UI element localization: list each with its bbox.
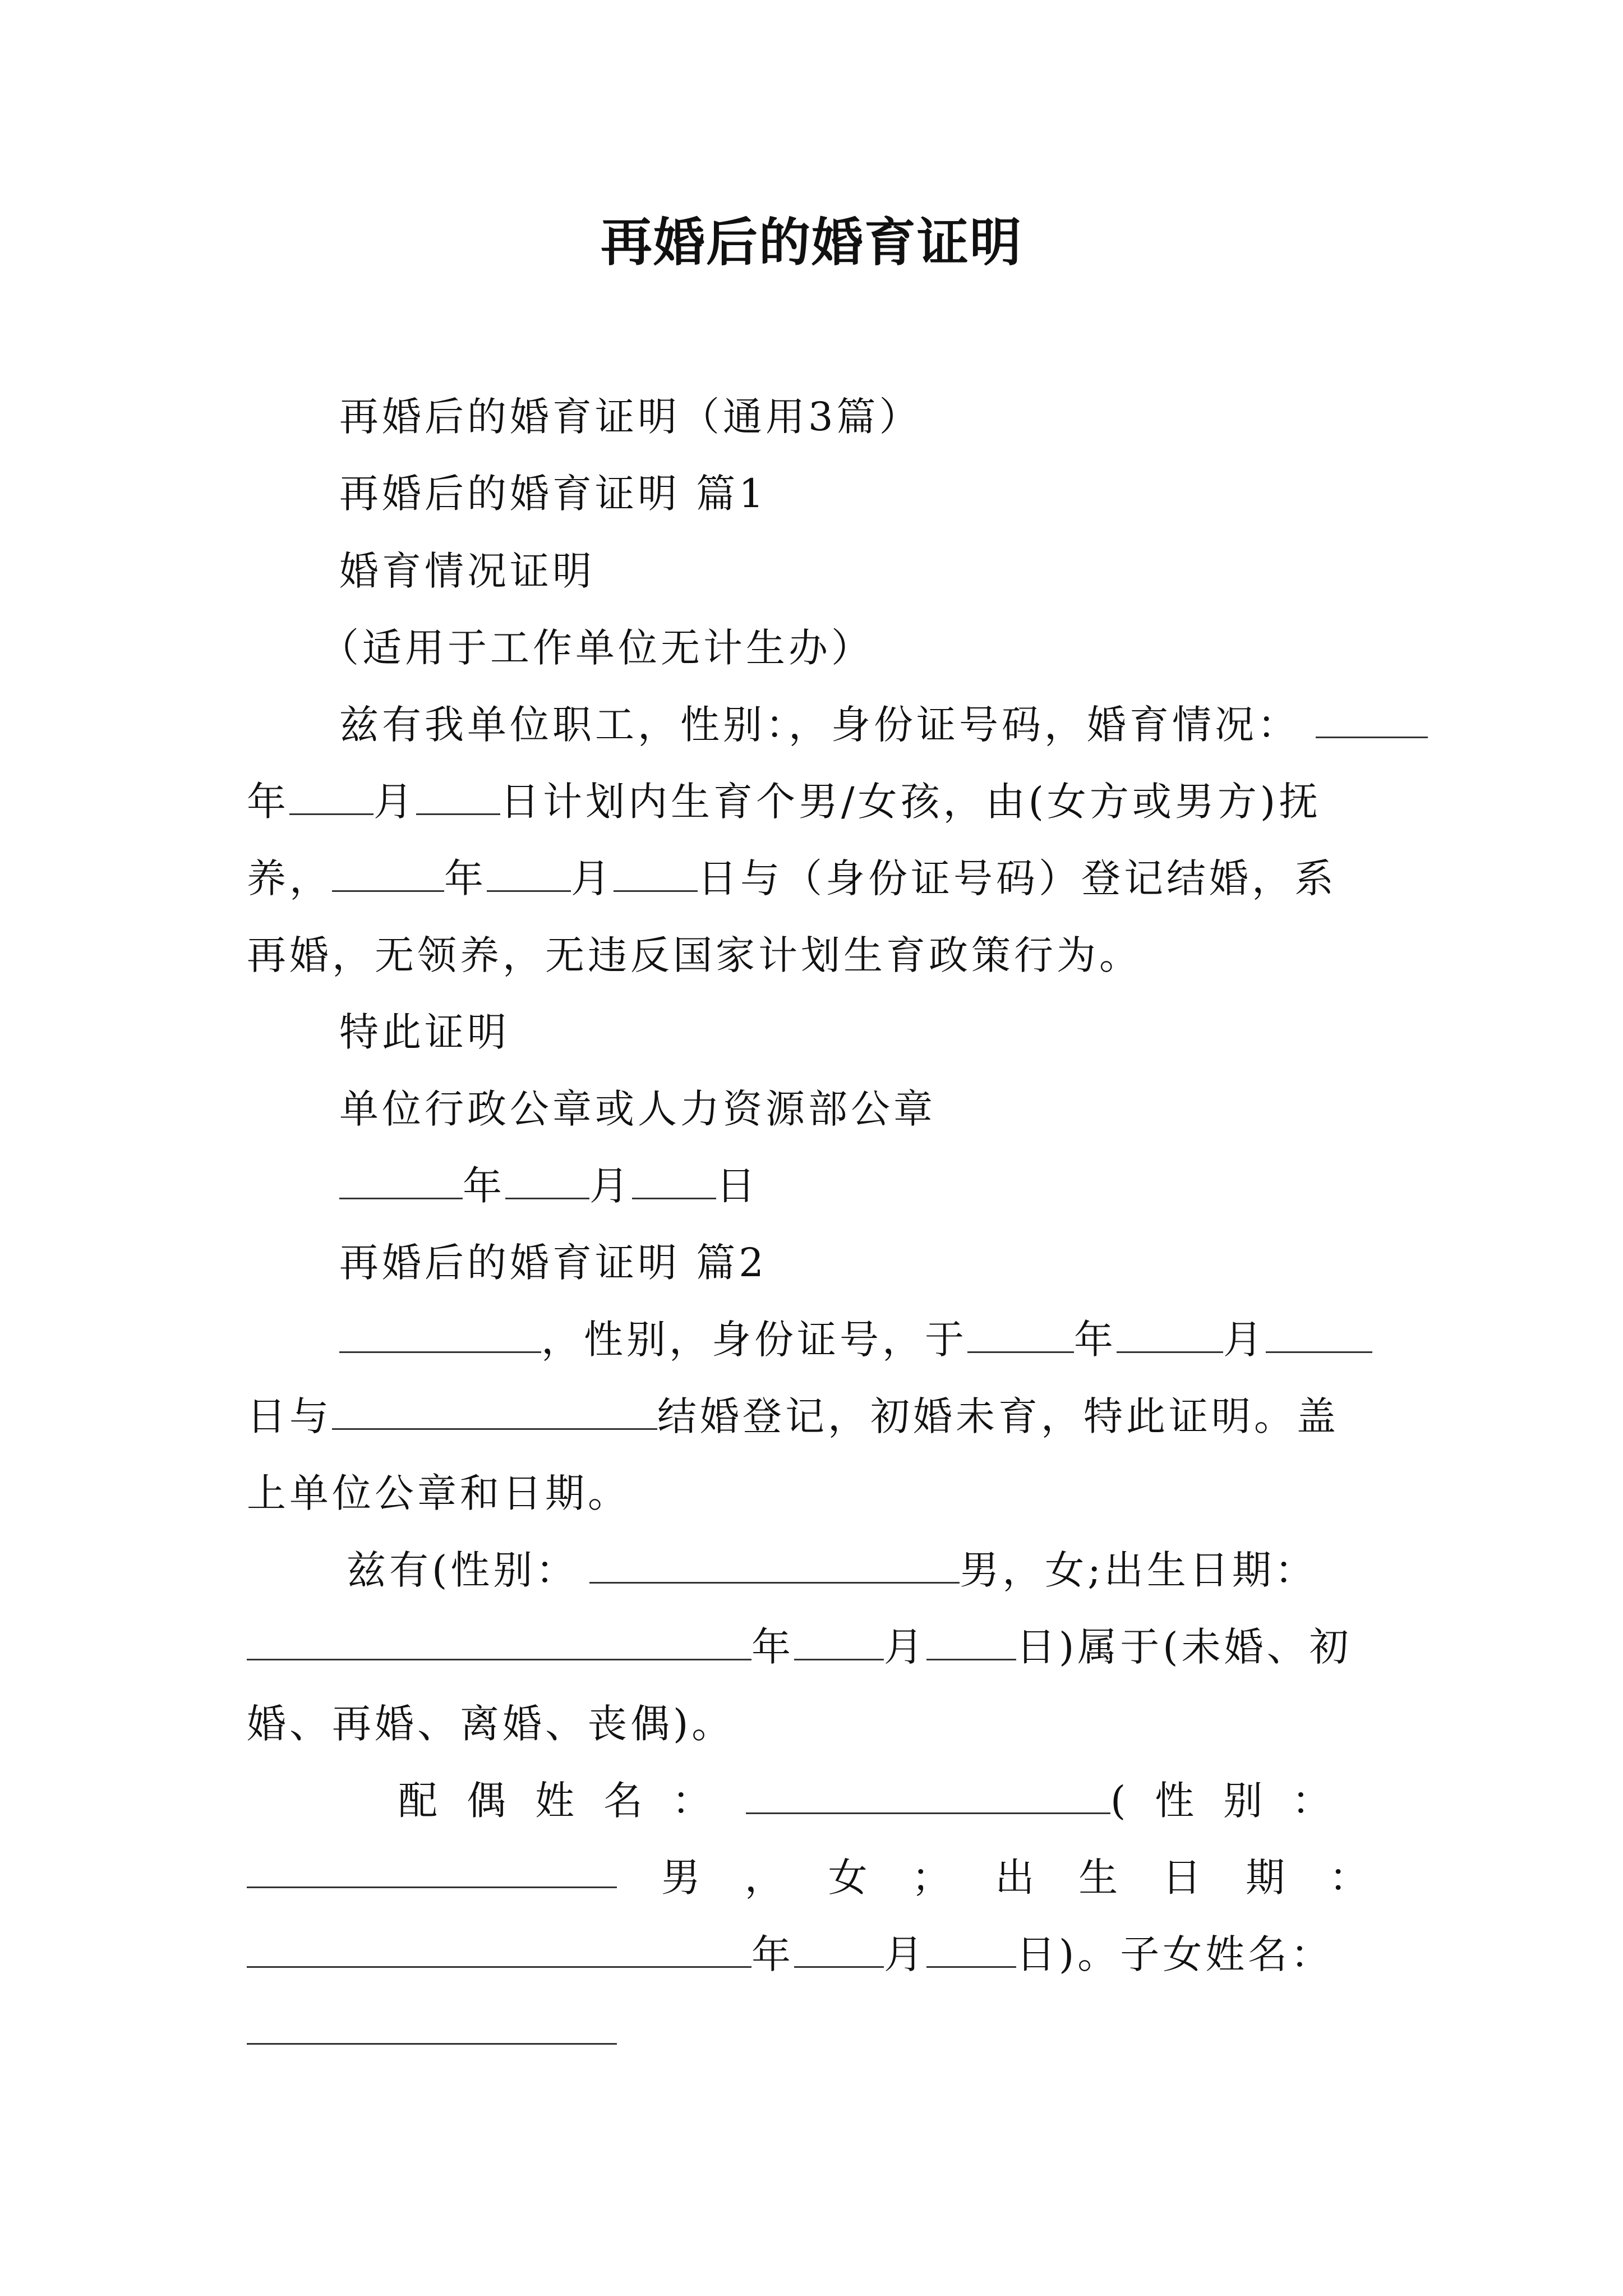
- part2-paragraph-line10: [247, 2003, 617, 2059]
- part2-paragraph-line4: [347, 1542, 1317, 1598]
- separator: ，: [744, 1855, 784, 1901]
- blank-underline: [614, 853, 698, 892]
- blank-underline: [926, 1929, 1016, 1968]
- part2-paragraph-line2: [247, 1388, 1339, 1444]
- blank-underline: [746, 1775, 1110, 1814]
- month-label: 月: [884, 1624, 926, 1670]
- part2-paragraph-line7: [398, 1773, 1360, 1829]
- blank-underline: [247, 2006, 617, 2045]
- part2-paragraph-line5: [247, 1619, 1352, 1675]
- part2-paragraph-line3: 上单位公章和日期。: [247, 1470, 630, 1516]
- part2-line2-lead: 日与: [247, 1393, 332, 1439]
- year-label: 年: [247, 779, 289, 825]
- blank-underline: [794, 1929, 884, 1968]
- year-label: 年: [751, 1624, 794, 1670]
- blank-underline: [247, 1622, 751, 1660]
- part1-heading: 再婚后的婚育证明 篇1: [339, 471, 767, 517]
- female-option: 女: [828, 1855, 868, 1901]
- year-label: 年: [463, 1163, 505, 1209]
- blank-underline: [967, 1314, 1074, 1353]
- birth-date-char: 出: [995, 1855, 1035, 1901]
- blank-underline: [339, 1161, 463, 1199]
- blank-underline: [247, 1929, 751, 1968]
- part2-heading: 再婚后的婚育证明 篇2: [339, 1240, 767, 1286]
- blank-underline: [1117, 1314, 1223, 1353]
- blank-underline: [332, 1391, 657, 1430]
- part1-line3-text: 日与（身份证号码）登记结婚，系: [698, 855, 1337, 901]
- month-label: 月: [589, 1163, 632, 1209]
- blank-underline: [505, 1161, 589, 1199]
- birth-date-char: 日: [1162, 1855, 1202, 1901]
- month-label: 月: [884, 1931, 926, 1977]
- blank-underline: [926, 1622, 1016, 1660]
- part1-paragraph-line2: [247, 774, 1321, 830]
- spouse-name-label: 配偶姓名：: [398, 1778, 740, 1824]
- part2-line4-lead: 兹有(性别：: [347, 1547, 579, 1593]
- birth-date-colon: ：: [1329, 1855, 1368, 1901]
- blank-underline: [632, 1161, 716, 1199]
- children-name-label: 日)。子女姓名：: [1016, 1931, 1334, 1977]
- male-option: 男: [661, 1855, 700, 1901]
- spouse-gender-label: (性别：: [1110, 1778, 1361, 1824]
- part1-date-line: [339, 1158, 759, 1214]
- month-label: 月: [571, 855, 614, 901]
- separator: ；: [911, 1855, 951, 1901]
- year-label: 年: [444, 855, 487, 901]
- part2-line4-text: 男，女;出生日期：: [960, 1547, 1317, 1593]
- blank-underline: [1266, 1314, 1372, 1353]
- seal-line: 单位行政公章或人力资源部公章: [339, 1086, 936, 1132]
- year-label: 年: [751, 1931, 794, 1977]
- certify-line: 特此证明: [339, 1009, 510, 1055]
- intro-line: 再婚后的婚育证明（通用3篇）: [339, 394, 922, 440]
- part1-paragraph-line4: 再婚，无领养，无违反国家计划生育政策行为。: [247, 932, 1142, 978]
- blank-underline: [332, 853, 444, 892]
- page-title: 再婚后的婚育证明: [600, 212, 1022, 273]
- blank-underline: [339, 1314, 541, 1353]
- part1-line2-text: 日计划内生育个男/女孩，由(女方或男方)抚: [500, 779, 1322, 825]
- day-label: 日: [716, 1163, 759, 1209]
- blank-underline: [794, 1622, 884, 1660]
- blank-underline: [247, 1849, 617, 1888]
- part1-applies: （适用于工作单位无计生办）: [320, 625, 874, 671]
- part2-paragraph-line9: [247, 1926, 1333, 1982]
- part1-subtitle: 婚育情况证明: [339, 548, 595, 594]
- part1-line3-lead: 养，: [247, 855, 332, 901]
- month-label: 月: [1223, 1317, 1266, 1363]
- part2-line1-text: ，性别，身份证号，于: [541, 1317, 967, 1363]
- part2-line5-text: 日)属于(未婚、初: [1016, 1624, 1352, 1670]
- year-label: 年: [1074, 1317, 1117, 1363]
- blank-underline: [589, 1545, 960, 1584]
- blank-underline: [487, 853, 571, 892]
- part1-paragraph-line3: [247, 850, 1337, 907]
- blank-underline: [289, 776, 374, 815]
- part1-paragraph-line1: [339, 697, 1428, 753]
- blank-underline: [1316, 700, 1428, 738]
- part2-paragraph-line6: 婚、再婚、离婚、丧偶)。: [247, 1701, 735, 1747]
- part1-line1-text: 兹有我单位职工，性别：，身份证号码，婚育情况：: [339, 702, 1300, 748]
- blank-underline: [416, 776, 500, 815]
- part2-paragraph-line8: [247, 1849, 1368, 1906]
- month-label: 月: [374, 779, 416, 825]
- part2-line2-text: 结婚登记，初婚未育，特此证明。盖: [657, 1393, 1339, 1439]
- birth-date-char: 期: [1246, 1855, 1285, 1901]
- part2-paragraph-line1: [339, 1312, 1372, 1368]
- birth-date-char: 生: [1078, 1855, 1118, 1901]
